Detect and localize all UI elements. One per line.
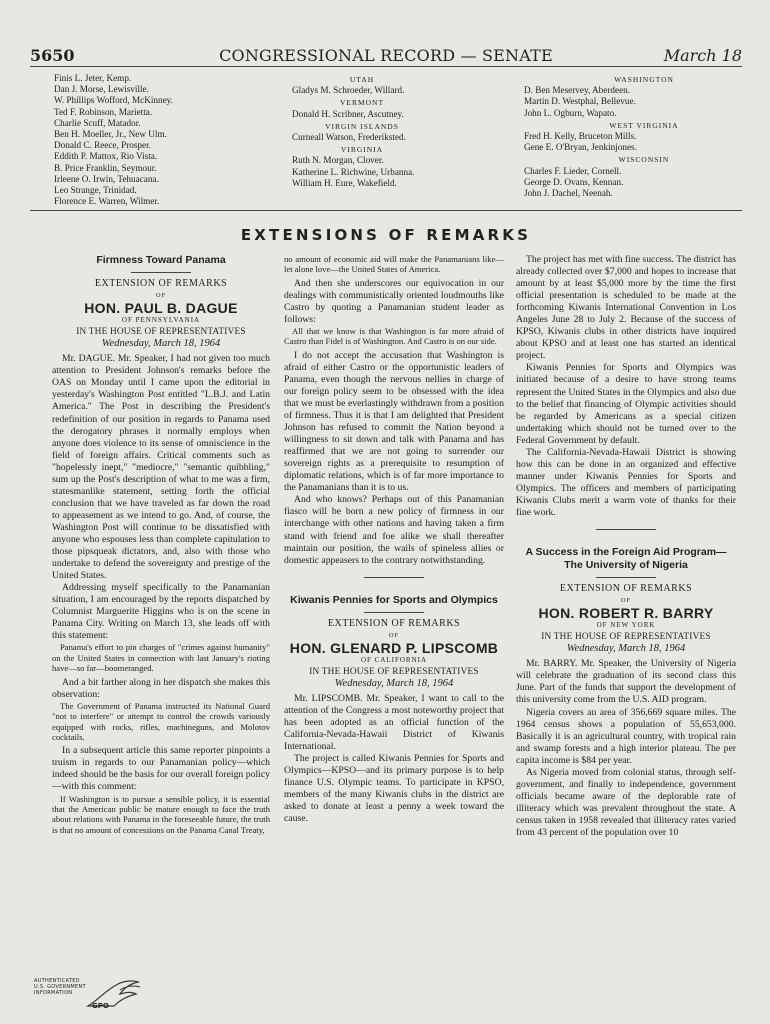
directory-entry: Florence E. Warren, Wilmer.: [54, 196, 160, 207]
paragraph: And who knows? Perhaps out of this Panamanian fiasco will be born a new policy of firmness in our interchange with other nations and having taken a firm stand with friend and foe alike we shall thereafter maintain our position, the wails of spineless allies or domestic appeasers to the contrary notwithstanding.: [284, 494, 504, 566]
article-title: Kiwanis Pennies for Sports and Olympics: [290, 593, 498, 606]
article-separator: [596, 529, 656, 530]
gpo-line: AUTHENTICATED: [34, 978, 80, 984]
gpo-text: [34, 978, 86, 996]
paragraph: The project has met with fine success. The district has already collected over $7,000 and hopes to increase that amount by at least $5,000 more by the time the first official presentation is scheduled to be made at the forthcoming Kiwanis International Convention in Los Angeles June 28 to July 2. Because of the success of KPSO, Kiwanis clubs in other districts have inquired about KPSO and at least one has started an identical project.: [516, 254, 736, 362]
directory-entry: William H. Eure, Wakefield.: [292, 177, 397, 188]
directory-entry: Charlie Scuff, Matador.: [54, 117, 141, 128]
directory-col-3: [524, 73, 724, 199]
paragraph: As Nigeria moved from colonial status, through self-government, and finally to independence, government officials became aware of the deplorable rate of illiteracy which was prevalent throughout the state. A census taken in 1958 revealed that illiteracy rates varied from 43 percent of the population over 10: [516, 766, 736, 838]
article-separator: [364, 577, 424, 578]
member-name: HON. ROBERT R. BARRY: [538, 605, 714, 622]
page-header: [30, 46, 742, 66]
directory-col-2: [292, 73, 472, 189]
issue-date: March 18: [663, 46, 742, 65]
directory-entry: Ben H. Moeller, Jr., New Ulm.: [54, 129, 167, 140]
paragraph: In a subsequent article this same reporter pinpoints a truism in regards to our Panamanian policy—which indeed should be the basis for our overall foreign policy—with this comment:: [52, 745, 270, 793]
state-heading: UTAH: [349, 75, 375, 84]
directory-entry: Martin D. Westphal, Bellevue.: [524, 96, 636, 107]
directory-entry: George D. Ovans, Kennan.: [524, 176, 624, 187]
section-title: EXTENSIONS OF REMARKS: [240, 226, 532, 244]
directory-entry: Irleene O. Irwin, Tehuacana.: [54, 173, 159, 184]
of-label: OF: [155, 292, 167, 300]
column-1: [52, 254, 270, 972]
directory-entry: Leo Strange, Trinidad.: [54, 185, 137, 196]
article-title-line-2: The University of Nigeria: [564, 559, 688, 572]
directory-entry: Katherine L. Richwine, Urbanna.: [292, 166, 415, 177]
directory-entry: Ted F. Robinson, Marietta.: [54, 106, 153, 117]
directory-entry: B. Price Franklin, Seymour.: [54, 162, 157, 173]
column-2: [284, 254, 504, 972]
speech-date: Wednesday, March 18, 1964: [566, 643, 686, 655]
quotation: The Government of Panama instructed its National Guard "not to interfere" or attempt to control the crowds variously equipped with rocks, rifles, machineguns, and Molotov cocktails.: [52, 700, 270, 742]
article-title: A Success in the Foreign Aid Program—: [525, 546, 727, 559]
gpo-authentication-logo: [34, 976, 144, 1016]
of-label: OF: [620, 597, 632, 605]
paragraph: Kiwanis Pennies for Sports and Olympics was initiated because of a desire to have strong teams represent the United States in the Olympics and also due to the belief that financing of Olympic activities should be regarded by Americans as a special citizen undertaking which should not be turned over to the Federal Government by default.: [516, 362, 736, 446]
section-rule: [30, 210, 742, 211]
speech-date: Wednesday, March 18, 1964: [334, 677, 454, 689]
quotation: All that we know is that Washington is far more afraid of Castro than Fidel is of Washington. And Castro is on our side.: [284, 326, 504, 347]
directory-entry: Finis L. Jeter, Kemp.: [54, 73, 132, 83]
column-3: [516, 254, 736, 972]
state-heading: VIRGIN ISLANDS: [325, 121, 399, 131]
paragraph: The project is called Kiwanis Pennies for Sports and Olympics—KPSO—and its primary purpose is to help finance U.S. Olympic teams. To participate in KPSO, members of the many Kiwanis clubs in the district are asked to donate at least a penny a week toward the cause.: [284, 753, 504, 825]
member-name: HON. PAUL B. DAGUE: [84, 300, 238, 317]
speech-date: Wednesday, March 18, 1964: [101, 338, 221, 350]
title-rule: [364, 612, 424, 613]
chamber-label: IN THE HOUSE OF REPRESENTATIVES: [541, 632, 711, 643]
quotation: Panama's effort to pin charges of "crimes against humanity" on the United States in connection with last January's rioting have—so far—boomeranged.: [52, 642, 270, 674]
directory-entry: Ruth N. Morgan, Clover.: [292, 155, 384, 166]
directory-entry: Gladys M. Schroeder, Willard.: [292, 85, 405, 96]
extension-heading: EXTENSION OF REMARKS: [559, 583, 693, 595]
title-rule: [596, 577, 656, 578]
member-name: HON. GLENARD P. LIPSCOMB: [289, 639, 499, 656]
directory-col-1: [54, 73, 254, 207]
extension-heading: EXTENSION OF REMARKS: [327, 617, 461, 629]
paragraph: And then she underscores our equivocation in our dealings with communistically oriented loudmouths like Castro by quoting a Panamanian student leader as follows:: [284, 277, 504, 325]
state-heading: VERMONT: [339, 98, 385, 108]
paragraph: Mr. BARRY. Mr. Speaker, the University of Nigeria will celebrate the graduation of its second class this June. Part of the funds that support the development of this university come from the U.S. AID program.: [516, 658, 736, 706]
directory-entry: D. Ben Meservey, Aberdeen.: [524, 85, 631, 96]
gpo-line: INFORMATION: [34, 990, 73, 996]
chamber-label: IN THE HOUSE OF REPRESENTATIVES: [76, 327, 246, 338]
extension-heading: EXTENSION OF REMARKS: [94, 278, 228, 289]
directory-entry: John J. Dachel, Neenah.: [524, 188, 613, 199]
gpo-mark: GPO: [92, 1002, 109, 1010]
title-rule: [131, 272, 191, 273]
chamber-label: IN THE HOUSE OF REPRESENTATIVES: [309, 666, 479, 677]
paragraph: Nigeria covers an area of 356,669 square miles. The 1964 census shows a population of 55,653,000. Basically it is an agricultural country, with tropical rain and swamp forests and a high interior plateau. The per capita income is $84 per year.: [516, 706, 736, 766]
journal-title: CONGRESSIONAL RECORD — SENATE: [219, 46, 553, 65]
directory-entry: W. Phillips Wofford, McKinney.: [54, 95, 173, 106]
directory-entry: Fred H. Kelly, Bruceton Mills.: [524, 131, 637, 142]
directory-entry: Curneall Watson, Frederiksted.: [292, 132, 406, 143]
page-number: 5650: [30, 46, 75, 65]
quotation: no amount of economic aid will make the Panamanians like—let alone love—the United States of America.: [284, 254, 504, 275]
directory-entry: Eddith P. Mattox, Rio Vista.: [54, 151, 158, 162]
directory-entry: John L. Ogburn, Wapato.: [524, 107, 617, 118]
directory-entry: Gene E. O'Bryan, Jenkinjones.: [524, 142, 637, 153]
member-state: OF CALIFORNIA: [360, 655, 428, 664]
directory-entry: Charles F. Lieder, Cornell.: [524, 165, 622, 176]
of-label: OF: [388, 631, 400, 639]
state-heading: WASHINGTON: [614, 75, 674, 84]
state-heading: WISCONSIN: [618, 155, 670, 165]
gpo-line: U.S. GOVERNMENT: [34, 984, 86, 990]
directory-entry: Donald H. Scribner, Ascutney.: [292, 108, 404, 119]
paragraph: Mr. DAGUE. Mr. Speaker, I had not given too much attention to President Johnson's remarks before the OAS on Monday until I came upon the editorial in yesterday's Washington Post entitled "L.B.J. and Latin America." The Post in describing the President's redefinition of our position in regards to Panama used the derogatory phrases it normally employs when anyone does violence to its sense of omniscience in the field of foreign affairs. Critical comments such as "hopelessly inept," "mediocre," "semantic quibbling," sum up the Post's description of what to me was a firm, statesmanlike statement, setting forth the official conclusion that we have traveled as far down the road to appeasement as we intend to go. And, of course, the Washington Post will continue to be dissatisfied with anyone who espouses less than complete capitulation to those pipsqueak dictators, and, also with those who undertake to defend the sovereignty and prestige of the United States.: [52, 353, 270, 582]
paragraph: And a bit farther along in her dispatch she makes this observation:: [52, 676, 270, 700]
header-rule: [30, 66, 742, 67]
article-title: Firmness Toward Panama: [96, 254, 226, 266]
state-heading: VIRGINIA: [340, 145, 384, 155]
paragraph: Mr. LIPSCOMB. Mr. Speaker, I want to call to the attention of the Congress a most noteworthy project that has been adopted as an official function of the California-Nevada-Hawaii District of Kiwanis International.: [284, 692, 504, 753]
paragraph: Addressing myself specifically to the Panamanian situation, I am encouraged by the reports dispatched by Columnist Marguerite Higgins who is on the scene in Panama City. Writing on March 13, she leads off with this statement:: [52, 582, 270, 642]
paragraph: The California-Nevada-Hawaii District is showing how this can be done in an organized and effective manner under Kiwanis Pennies for Sports and Olympics. The officers and members of participating Kiwanis Clubs merit a warm vote of thanks for their fine work.: [516, 446, 736, 518]
state-heading: WEST VIRGINIA: [609, 120, 679, 130]
quotation: If Washington is to pursue a sensible policy, it is essential that the American public be mature enough to face the truth about relations with Panama in the foreseeable future, the truth is that no amount of concessions on the Panama Canal Treaty,: [52, 793, 270, 835]
member-state: OF NEW YORK: [596, 621, 656, 630]
directory-entry: Donald C. Reece, Prosper.: [54, 140, 151, 151]
directory-entry: Dan J. Morse, Lewisville.: [54, 84, 149, 95]
paragraph: I do not accept the accusation that Washington is afraid of either Castro or the opportunistic leaders of Panama, even though the nervous nellies in charge of our foreign policy seem to be obsessed with the idea that we must be everlastingly withdrawn from a position of firmness. Thus it is that I am delighted that President Johnson has refused to commit the Nation beyond a willingness to sit down and talk with Panama and has reaffirmed that we are not going to surrender our sovereign rights as a prerequisite to resumption of diplomatic relations, which is of far more importance to the Panamanians than it is to us.: [284, 349, 504, 494]
member-state: OF PENNSYLVANIA: [121, 316, 201, 325]
